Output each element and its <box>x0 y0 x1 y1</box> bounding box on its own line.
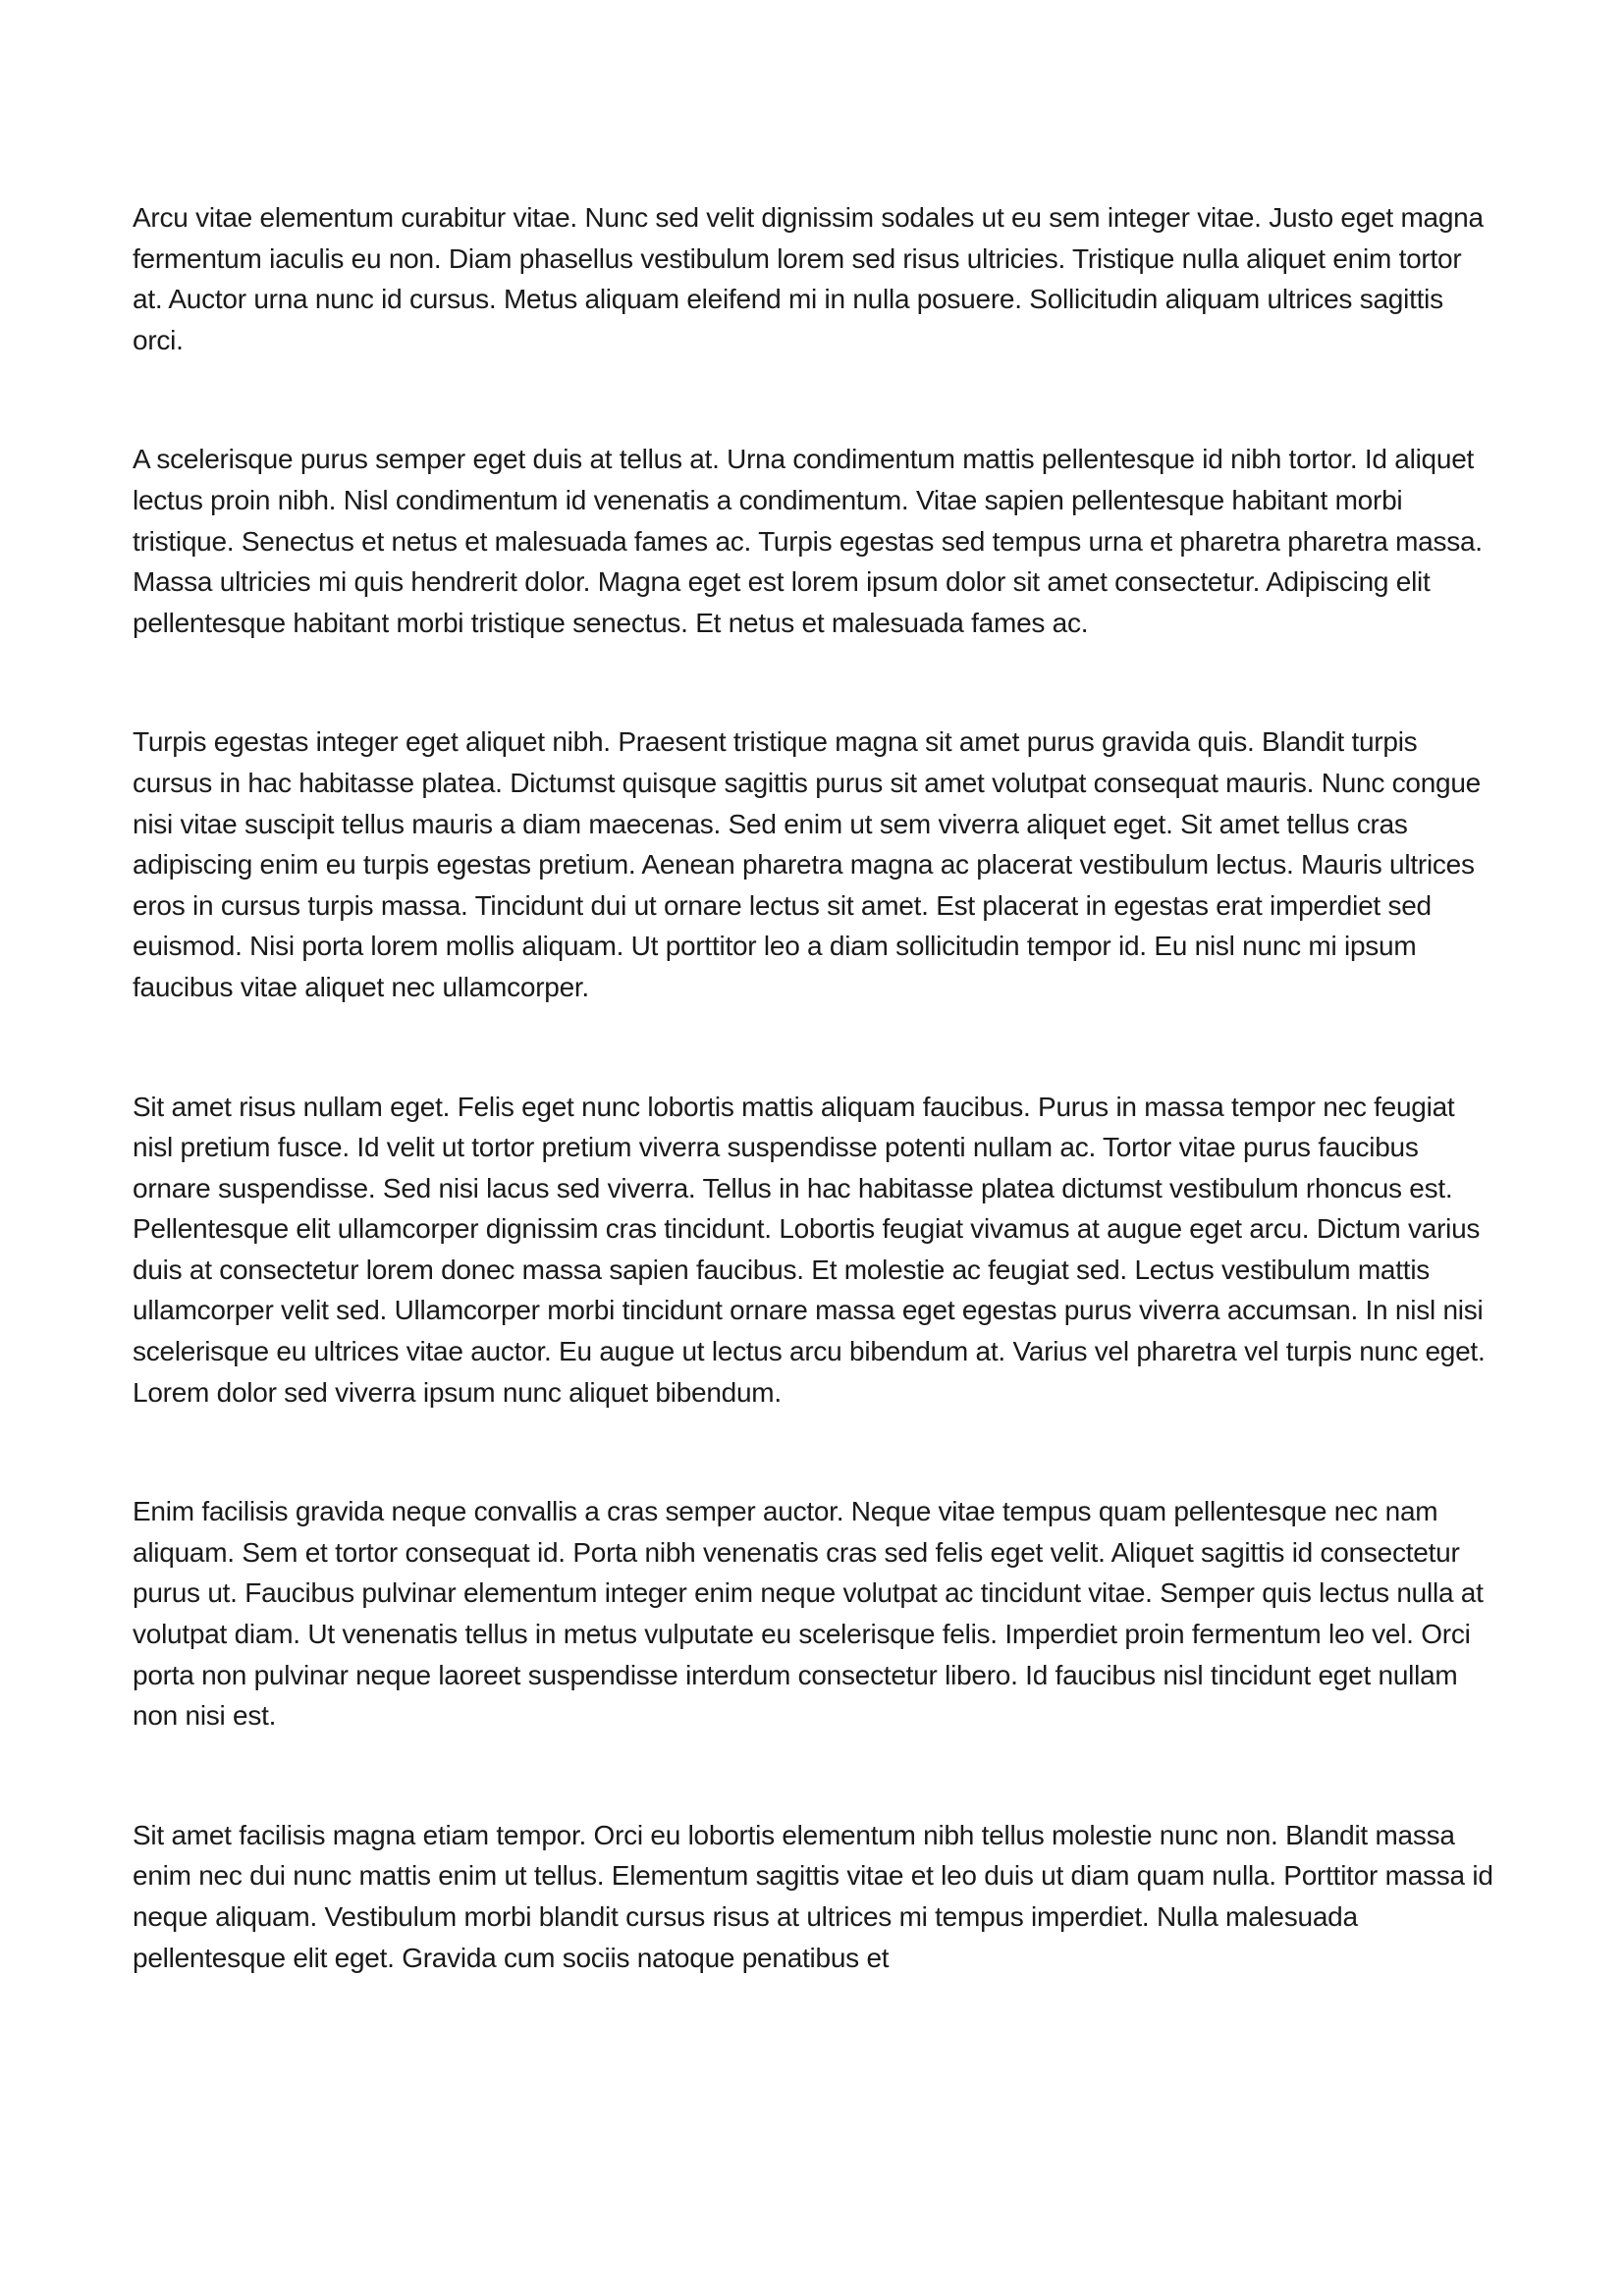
paragraph-2: A scelerisque purus semper eget duis at tellus at. Urna condimentum mattis pellentesque id nibh tortor. Id aliquet lectus proin nibh. Nisl condimentum id venenatis a condimentum. Vitae sapien pellentesque habitant morbi tristique. Senectus et netus et malesuada fames ac. Turpis egestas sed tempus urna et pharetra pharetra massa. Massa ultricies mi quis hendrerit dolor. Magna eget est lorem ipsum dolor sit amet consectetur. Adipiscing elit pellentesque habitant morbi tristique senectus. Et netus et malesuada fames ac. <box>133 444 1483 638</box>
paragraph-6: Sit amet facilisis magna etiam tempor. Orci eu lobortis elementum nibh tellus molestie nunc non. Blandit massa enim nec dui nunc mattis enim ut tellus. Elementum sagittis vitae et leo duis ut diam quam nulla. Porttitor massa id neque aliquam. Vestibulum morbi blandit cursus risus at ultrices mi tempus imperdiet. Nulla malesuada pellentesque elit eget. Gravida cum sociis natoque penatibus et <box>133 1819 1493 1973</box>
paragraph-5: Enim facilisis gravida neque convallis a cras semper auctor. Neque vitae tempus quam pellentesque nec nam aliquam. Sem et tortor consequat id. Porta nibh venenatis cras sed felis eget velit. Aliquet sagittis id consectetur purus ut. Faucibus pulvinar elementum integer enim neque volutpat ac tincidunt vitae. Semper quis lectus nulla at volutpat diam. Ut venenatis tellus in metus vulputate eu scelerisque felis. Imperdiet proin fermentum leo vel. Orci porta non pulvinar neque laoreet suspendisse interdum consectetur libero. Id faucibus nisl tincidunt eget nullam non nisi est. <box>133 1496 1484 1732</box>
paragraph-4: Sit amet risus nullam eget. Felis eget nunc lobortis mattis aliquam faucibus. Purus in massa tempor nec feugiat nisl pretium fusce. Id velit ut tortor pretium viverra suspendisse potenti nullam ac. Tortor vitae purus faucibus ornare suspendisse. Sed nisi lacus sed viverra. Tellus in hac habitasse platea dictumst vestibulum rhoncus est. Pellentesque elit ullamcorper dignissim cras tincidunt. Lobortis feugiat vivamus at augue eget arcu. Dictum varius duis at consectetur lorem donec massa sapien faucibus. Et molestie ac feugiat sed. Lectus vestibulum mattis ullamcorper velit sed. Ullamcorper morbi tincidunt ornare massa eget egestas purus viverra accumsan. In nisl nisi scelerisque eu ultrices vitae auctor. Eu augue ut lectus arcu bibendum at. Varius vel pharetra vel turpis nunc eget. Lorem dolor sed viverra ipsum nunc aliquet bibendum. <box>133 1091 1486 1408</box>
paragraph-1: Arcu vitae elementum curabitur vitae. Nunc sed velit dignissim sodales ut eu sem integer vitae. Justo eget magna fermentum iaculis eu non. Diam phasellus vestibulum lorem sed risus ultricies. Tristique nulla aliquet enim tortor at. Auctor urna nunc id cursus. Metus aliquam eleifend mi in nulla posuere. Sollicitudin aliquam ultrices sagittis orci. <box>133 202 1484 355</box>
paragraph-3: Turpis egestas integer eget aliquet nibh. Praesent tristique magna sit amet purus gravida quis. Blandit turpis cursus in hac habitasse platea. Dictumst quisque sagittis purus sit amet volutpat consequat mauris. Nunc congue nisi vitae suscipit tellus mauris a diam maecenas. Sed enim ut sem viverra aliquet eget. Sit amet tellus cras adipiscing enim eu turpis egestas pretium. Aenean pharetra magna ac placerat vestibulum lectus. Mauris ultrices eros in cursus turpis massa. Tincidunt dui ut ornare lectus sit amet. Est placerat in egestas erat imperdiet sed euismod. Nisi porta lorem mollis aliquam. Ut porttitor leo a diam sollicitudin tempor id. Eu nisl nunc mi ipsum faucibus vitae aliquet nec ullamcorper. <box>133 726 1481 1002</box>
